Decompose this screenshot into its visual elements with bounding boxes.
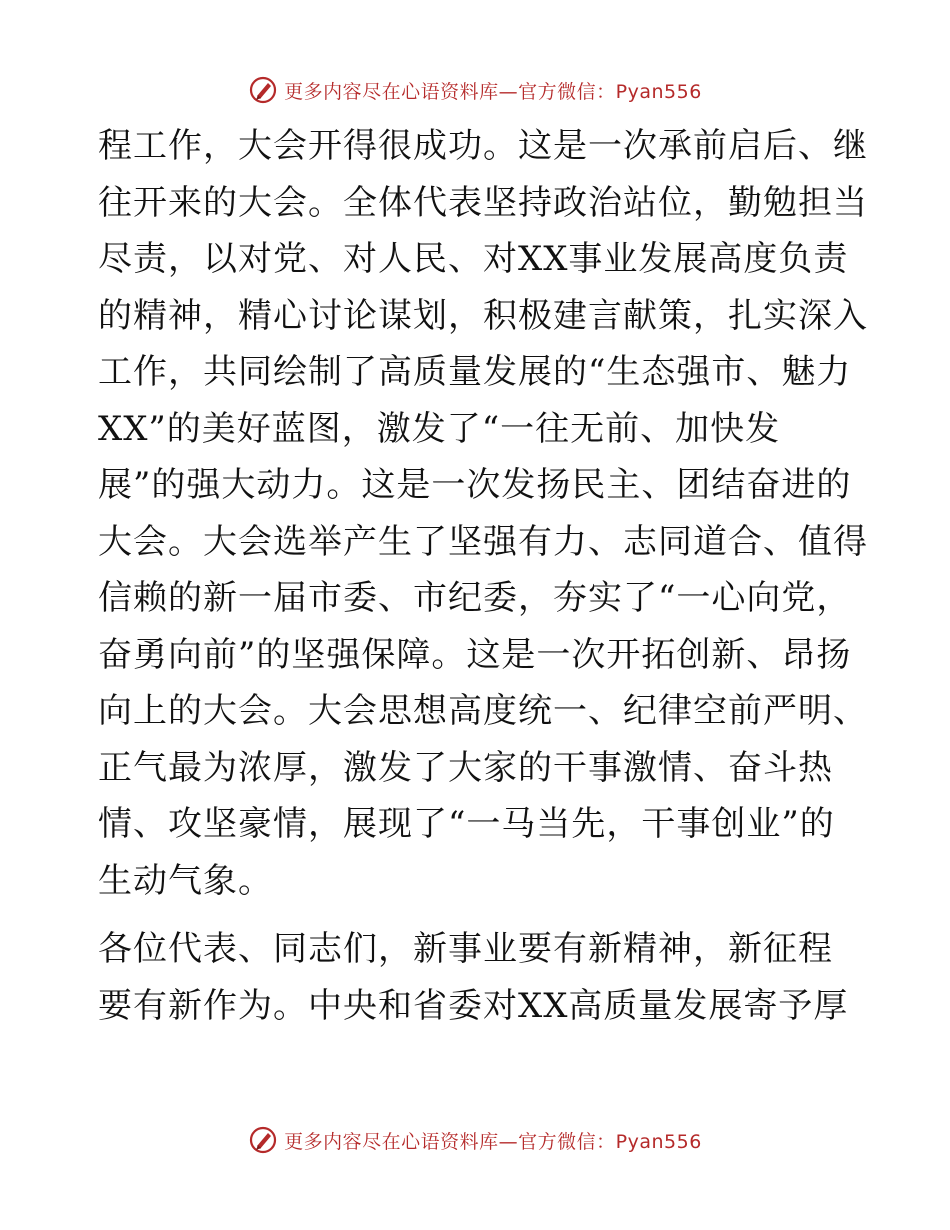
text-line: XX”的美好蓝图，激发了“一往无前、加快发 — [98, 408, 781, 449]
text-line: 奋勇向前”的坚强保障。这是一次开拓创新、昂扬 — [98, 634, 852, 675]
text-line: 正气最为浓厚，激发了大家的干事激情、奋斗热 — [98, 747, 833, 788]
header-banner — [0, 70, 950, 110]
footer-banner — [0, 1120, 950, 1160]
pen-logo-icon — [248, 75, 278, 105]
text-line: 信赖的新一届市委、市纪委，夯实了“一心向党， — [98, 578, 852, 618]
text-line: 的精神，精心讨论谋划，积极建言献策，扎实深入 — [98, 295, 868, 336]
text-line: 程工作，大会开得很成功。这是一次承前启后、继 — [98, 126, 868, 166]
text-line: 向上的大会。大会思想高度统一、纪律空前严明、 — [98, 691, 868, 731]
text-line: 往开来的大会。全体代表坚持政治站位，勤勉担当 — [98, 182, 868, 223]
text-line: 展”的强大动力。这是一次发扬民主、团结奋进的 — [98, 465, 852, 505]
pen-logo-icon — [248, 1125, 278, 1155]
text-line: 生动气象。 — [98, 860, 273, 901]
text-line: 要有新作为。中央和省委对XX高质量发展寄予厚 — [98, 985, 849, 1026]
header-banner-text: 更多内容尽在心语资料库—官方微信：Pyan556 — [284, 80, 702, 103]
text-line: 各位代表、同志们，新事业要有新精神，新征程 — [98, 929, 833, 969]
footer-banner-text: 更多内容尽在心语资料库—官方微信：Pyan556 — [284, 1130, 702, 1153]
text-line: 尽责，以对党、对人民、对XX事业发展高度负责 — [98, 239, 849, 279]
paragraph-2 — [98, 921, 858, 1034]
text-line: 大会。大会选举产生了坚强有力、志同道合、值得 — [98, 521, 868, 562]
paragraph-1 — [98, 118, 868, 909]
document-body — [98, 118, 868, 1034]
text-line: 情、攻坚豪情，展现了“一马当先，干事创业”的 — [98, 804, 835, 844]
text-line: 工作，共同绘制了高质量发展的“生态强市、魅力 — [98, 352, 852, 392]
